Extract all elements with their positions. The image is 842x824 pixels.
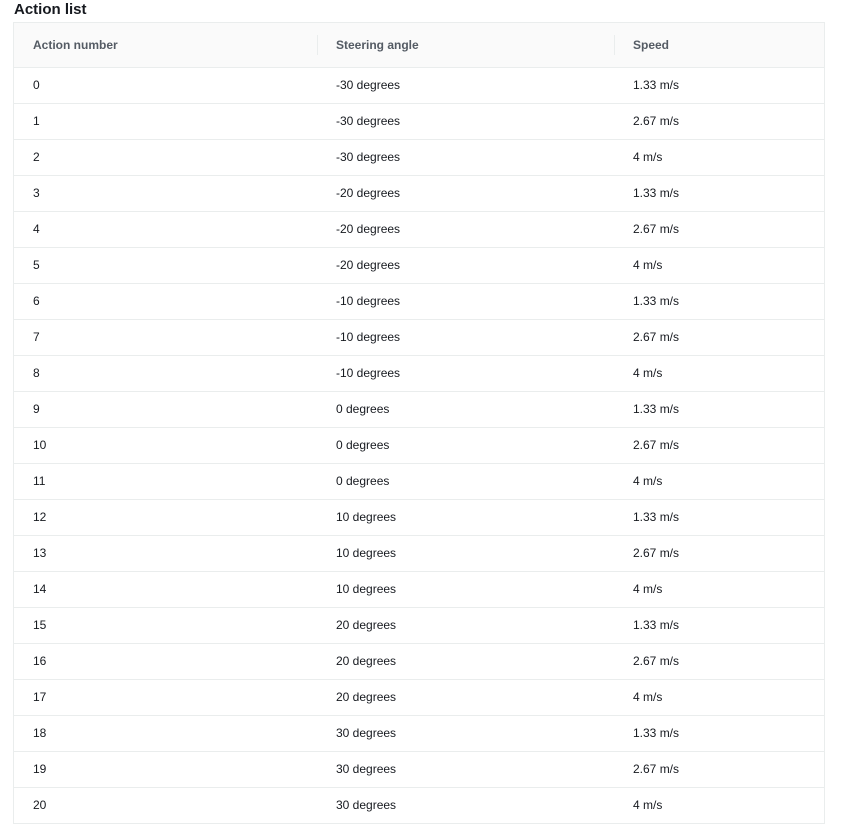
cell-action-number: 7 xyxy=(14,319,317,355)
cell-steering-angle: 10 degrees xyxy=(317,535,614,571)
table-row xyxy=(14,715,824,751)
table-row xyxy=(14,607,824,643)
cell-speed: 2.67 m/s xyxy=(614,103,824,139)
table-row xyxy=(14,427,824,463)
table-row xyxy=(14,499,824,535)
cell-speed: 2.67 m/s xyxy=(614,643,824,679)
cell-action-number: 4 xyxy=(14,211,317,247)
cell-action-number: 2 xyxy=(14,139,317,175)
table-row xyxy=(14,211,824,247)
cell-speed: 1.33 m/s xyxy=(614,607,824,643)
cell-speed: 1.33 m/s xyxy=(614,499,824,535)
cell-steering-angle: 10 degrees xyxy=(317,571,614,607)
cell-steering-angle: -10 degrees xyxy=(317,319,614,355)
cell-action-number: 11 xyxy=(14,463,317,499)
cell-action-number: 13 xyxy=(14,535,317,571)
cell-steering-angle: 0 degrees xyxy=(317,463,614,499)
table-row xyxy=(14,787,824,823)
cell-steering-angle: -30 degrees xyxy=(317,67,614,103)
table-row xyxy=(14,283,824,319)
cell-action-number: 10 xyxy=(14,427,317,463)
action-list-table xyxy=(14,23,824,824)
cell-speed: 2.67 m/s xyxy=(614,319,824,355)
cell-speed: 1.33 m/s xyxy=(614,391,824,427)
table-row xyxy=(14,139,824,175)
cell-action-number: 18 xyxy=(14,715,317,751)
cell-speed: 1.33 m/s xyxy=(614,715,824,751)
cell-action-number: 17 xyxy=(14,679,317,715)
cell-speed: 4 m/s xyxy=(614,679,824,715)
table-row xyxy=(14,463,824,499)
cell-steering-angle: 30 degrees xyxy=(317,787,614,823)
cell-speed: 1.33 m/s xyxy=(614,283,824,319)
header-steering-angle: Steering angle xyxy=(317,23,614,67)
table-row xyxy=(14,391,824,427)
cell-steering-angle: 20 degrees xyxy=(317,679,614,715)
cell-action-number: 3 xyxy=(14,175,317,211)
cell-action-number: 20 xyxy=(14,787,317,823)
table-row xyxy=(14,571,824,607)
cell-steering-angle: 0 degrees xyxy=(317,427,614,463)
cell-speed: 2.67 m/s xyxy=(614,211,824,247)
cell-action-number: 14 xyxy=(14,571,317,607)
table-header-row xyxy=(14,23,824,67)
cell-speed: 4 m/s xyxy=(614,571,824,607)
cell-steering-angle: -20 degrees xyxy=(317,175,614,211)
cell-speed: 2.67 m/s xyxy=(614,535,824,571)
cell-steering-angle: -10 degrees xyxy=(317,283,614,319)
cell-speed: 4 m/s xyxy=(614,139,824,175)
cell-speed: 4 m/s xyxy=(614,247,824,283)
table-row xyxy=(14,355,824,391)
table-body xyxy=(14,67,824,823)
table-row xyxy=(14,643,824,679)
action-list-table-container xyxy=(13,22,825,824)
table-row xyxy=(14,679,824,715)
cell-steering-angle: -20 degrees xyxy=(317,247,614,283)
cell-speed: 1.33 m/s xyxy=(614,175,824,211)
cell-steering-angle: -30 degrees xyxy=(317,103,614,139)
cell-steering-angle: 20 degrees xyxy=(317,607,614,643)
cell-action-number: 12 xyxy=(14,499,317,535)
cell-speed: 2.67 m/s xyxy=(614,751,824,787)
cell-action-number: 8 xyxy=(14,355,317,391)
cell-action-number: 15 xyxy=(14,607,317,643)
table-row xyxy=(14,535,824,571)
cell-steering-angle: 30 degrees xyxy=(317,715,614,751)
table-row xyxy=(14,103,824,139)
cell-action-number: 0 xyxy=(14,67,317,103)
cell-speed: 4 m/s xyxy=(614,355,824,391)
cell-speed: 2.67 m/s xyxy=(614,427,824,463)
cell-steering-angle: 30 degrees xyxy=(317,751,614,787)
cell-speed: 1.33 m/s xyxy=(614,67,824,103)
cell-steering-angle: -10 degrees xyxy=(317,355,614,391)
cell-steering-angle: 20 degrees xyxy=(317,643,614,679)
table-row xyxy=(14,247,824,283)
table-row xyxy=(14,67,824,103)
cell-action-number: 9 xyxy=(14,391,317,427)
cell-speed: 4 m/s xyxy=(614,463,824,499)
table-row xyxy=(14,751,824,787)
header-speed: Speed xyxy=(614,23,824,67)
table-row xyxy=(14,319,824,355)
cell-action-number: 5 xyxy=(14,247,317,283)
cell-steering-angle: 0 degrees xyxy=(317,391,614,427)
table-row xyxy=(14,175,824,211)
cell-action-number: 1 xyxy=(14,103,317,139)
cell-steering-angle: -30 degrees xyxy=(317,139,614,175)
cell-action-number: 16 xyxy=(14,643,317,679)
section-title: Action list xyxy=(14,1,87,18)
cell-action-number: 6 xyxy=(14,283,317,319)
cell-steering-angle: -20 degrees xyxy=(317,211,614,247)
header-action-number: Action number xyxy=(14,23,317,67)
cell-steering-angle: 10 degrees xyxy=(317,499,614,535)
cell-speed: 4 m/s xyxy=(614,787,824,823)
cell-action-number: 19 xyxy=(14,751,317,787)
